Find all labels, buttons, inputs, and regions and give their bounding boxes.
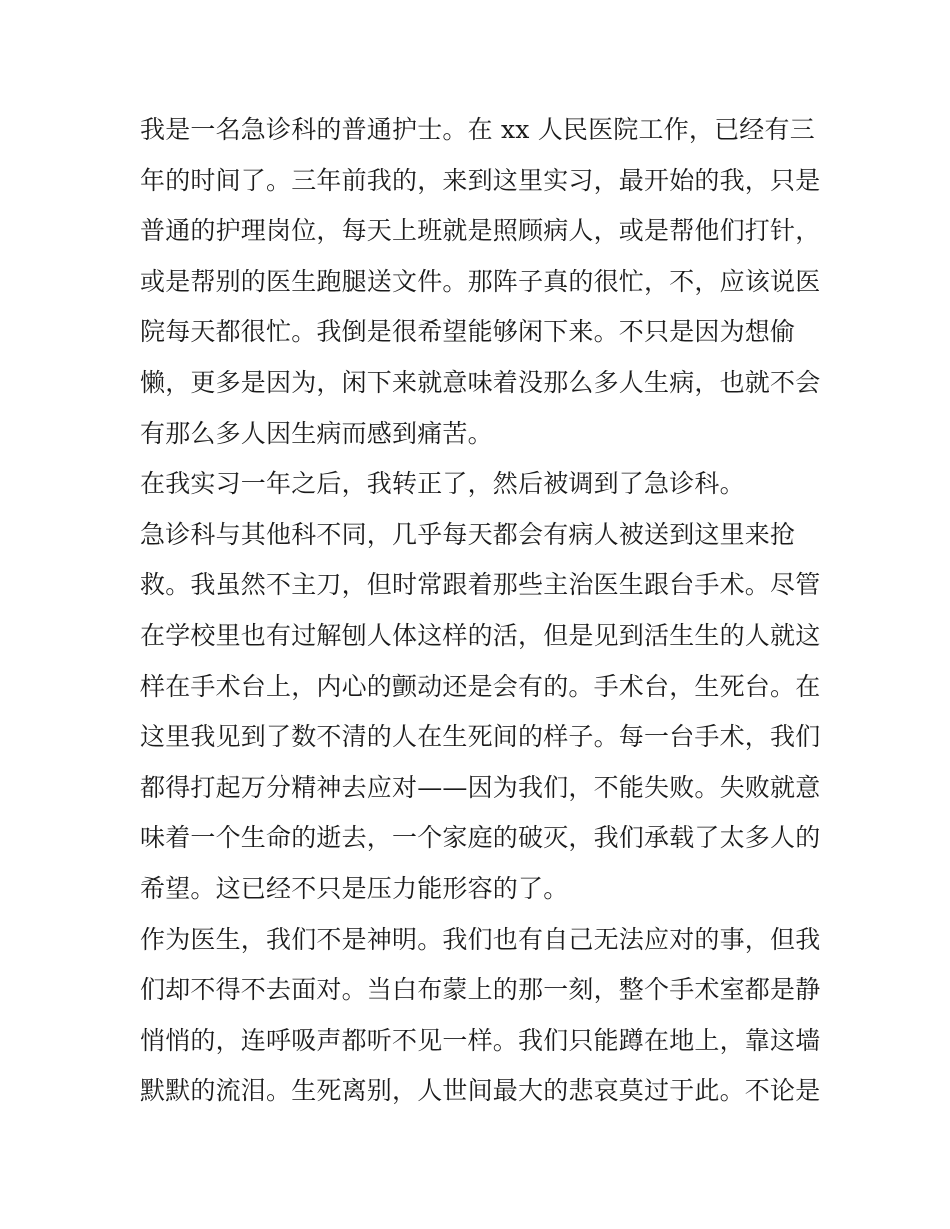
text-line: 普通的护理岗位，每天上班就是照顾病人，或是帮他们打针，: [140, 216, 821, 246]
text-line: 急诊科与其他科不同，几乎每天都会有病人被送到这里来抢: [140, 519, 796, 549]
text-line: 样在手术台上，内心的颤动还是会有的。手术台，生死台。在: [140, 671, 821, 701]
text-line: 悄悄的，连呼吸声都听不见一样。我们只能蹲在地上，靠这墙: [140, 1025, 821, 1055]
text-line: 在我实习一年之后，我转正了，然后被调到了急诊科。: [140, 469, 745, 499]
paragraph-4: [140, 915, 820, 1117]
document-body: [140, 105, 820, 1117]
text-line: 有那么多人因生病而感到痛苦。: [140, 418, 493, 448]
text-line: 都得打起万分精神去应对——因为我们，不能失败。失败就意: [140, 772, 821, 802]
text-line: 院每天都很忙。我倒是很希望能够闲下来。不只是因为想偷: [140, 317, 796, 347]
text-line: 默默的流泪。生死离别，人世间最大的悲哀莫过于此。不论是: [140, 1076, 821, 1106]
paragraph-3: [140, 510, 820, 915]
paragraph-2: [140, 459, 820, 510]
text-line: 作为医生，我们不是神明。我们也有自己无法应对的事，但我: [140, 924, 821, 954]
paragraph-1: [140, 105, 820, 459]
text-line: 救。我虽然不主刀，但时常跟着那些主治医生跟台手术。尽管: [140, 570, 821, 600]
text-line: 这里我见到了数不清的人在生死间的样子。每一台手术，我们: [140, 722, 821, 752]
text-line: 我是一名急诊科的普通护士。在 xx 人民医院工作，已经有三: [140, 115, 815, 144]
text-line: 们却不得不去面对。当白布蒙上的那一刻，整个手术室都是静: [140, 975, 821, 1005]
text-line: 希望。这已经不只是压力能形容的了。: [140, 873, 569, 903]
text-line: 懒，更多是因为，闲下来就意味着没那么多人生病，也就不会: [140, 367, 821, 397]
text-line: 或是帮别的医生跑腿送文件。那阵子真的很忙，不，应该说医: [140, 266, 821, 296]
text-line: 在学校里也有过解刨人体这样的活，但是见到活生生的人就这: [140, 620, 821, 650]
text-line: 年的时间了。三年前我的，来到这里实习，最开始的我，只是: [140, 165, 821, 195]
text-line: 味着一个生命的逝去，一个家庭的破灭，我们承载了太多人的: [140, 823, 821, 853]
